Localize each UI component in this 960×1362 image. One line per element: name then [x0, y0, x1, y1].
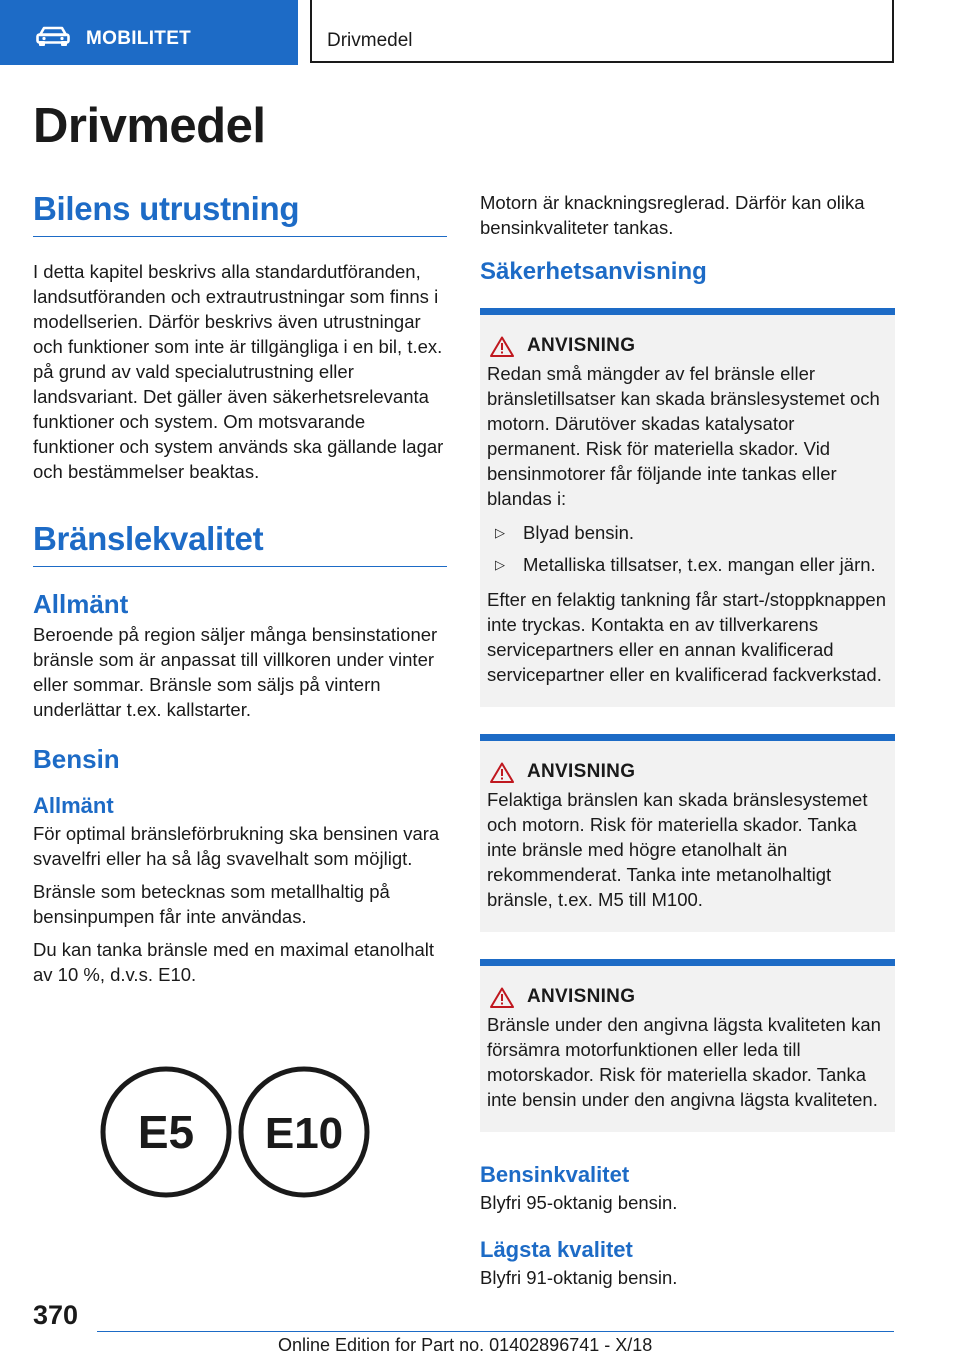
warning-icon	[490, 762, 514, 783]
edition-text: Online Edition for Part no. 01402896741 - X/18	[278, 1335, 653, 1355]
triangle-bullet-icon: ▷	[495, 557, 505, 572]
petrol-quality-text: Blyfri 95-oktanig bensin.	[480, 1192, 678, 1213]
list-item: ▷ Blyad bensin.	[487, 517, 888, 549]
notice-box-3	[480, 959, 895, 1132]
equipment-heading: Bilens utrustning	[33, 190, 447, 237]
notice-title: ANVISNING	[527, 761, 636, 782]
badge-e10: E10	[264, 1109, 344, 1158]
notice-box-1	[480, 308, 895, 707]
knock-text: Motorn är knackningsreglerad. Därför kan olika bensinkvaliteter tankas.	[480, 192, 865, 238]
petrol-heading: Bensin	[33, 744, 120, 774]
min-quality-heading: Lägsta kvalitet	[480, 1237, 633, 1262]
notice-title: ANVISNING	[527, 986, 636, 1007]
general-heading: Allmänt	[33, 589, 129, 619]
equipment-text: I detta kapitel beskrivs alla standardutföranden, landsutföranden och extrautrustningar som finns i modellserien. Därför beskrivs även utrustningar och funktioner som inte är tillgängliga i en bil, t.ex. på grund av vald specialutrustning eller landsvariant. Det gäller även säkerhetsrelevanta funktioner och system. Om motsvarande funktioner och system används ska gällande lagar och bestämmelser beaktas.	[33, 261, 444, 482]
petrol-quality-heading: Bensinkvalitet	[480, 1162, 630, 1187]
notice-1-followup: Efter en felaktig tankning får start-/stoppknappen inte tryckas. Kontakta en av tillverkarens servicepartners eller en annan kvalificerad servicepartner eller en kvalificerad fackverkstad.	[487, 589, 887, 685]
footer-divider	[97, 1331, 894, 1332]
breadcrumb	[310, 0, 894, 63]
notice-title: ANVISNING	[527, 335, 636, 356]
warning-icon	[490, 336, 514, 357]
notice-2-text: Felaktiga bränslen kan skada bränslesystemet och motorn. Risk för materiella skador. Tanka inte bränsle med högre etanolhalt än rekommenderat. Tanka inte metanolhaltigt bränsle, t.ex. M5 till M100.	[487, 789, 868, 910]
general-text: Beroende på region säljer många bensinstationer bränsle som är anpassat till villkoren under vinter eller sommar. Bränsle som säljs på vintern underlättar t.ex. kallstarter.	[33, 624, 438, 720]
left-column	[33, 190, 447, 995]
section-label: MOBILITET	[86, 28, 192, 49]
petrol-paragraph-3: Du kan tanka bränsle med en maximal etanolhalt av 10 %, d.v.s. E10.	[33, 939, 435, 985]
page-title: Drivmedel	[33, 99, 266, 153]
notice-box-2	[480, 734, 895, 932]
notice-1-text: Redan små mängder av fel bränsle eller bränsletillsatser kan skada bränslesystemet och motorn. Därutöver skadas katalysator permanent. Risk för materiella skador. Vid bensinmotorer får följande inte tankas eller blandas i:	[487, 363, 880, 509]
fuel-label-badges	[100, 1066, 370, 1198]
fuel-quality-heading: Bränslekvalitet	[33, 520, 447, 567]
page-number: 370	[33, 1300, 79, 1330]
min-quality-text: Blyfri 91-oktanig bensin.	[480, 1267, 678, 1288]
right-column	[480, 190, 895, 1298]
badge-e5: E5	[137, 1106, 195, 1158]
warning-icon	[490, 987, 514, 1008]
list-item: ▷ Metalliska tillsatser, t.ex. mangan eller järn.	[487, 549, 888, 581]
car-icon	[36, 26, 70, 46]
section-tab[interactable]	[0, 0, 298, 65]
triangle-bullet-icon: ▷	[495, 525, 505, 540]
petrol-paragraph-1: För optimal bränsleförbrukning ska bensinen vara svavelfri eller ha så låg svavelhalt som möjligt.	[33, 823, 440, 869]
notice-1-list	[487, 517, 888, 581]
notice-3-text: Bränsle under den angivna lägsta kvaliteten kan försämra motorfunktionen eller leda till motorskador. Risk för materiella skador. Tanka inte bensin under den angivna lägsta kvaliteten.	[487, 1014, 881, 1110]
breadcrumb-label: Drivmedel	[327, 30, 413, 51]
safety-heading: Säkerhetsanvisning	[480, 258, 707, 285]
petrol-general-heading: Allmänt	[33, 793, 114, 818]
petrol-paragraph-2: Bränsle som betecknas som metallhaltig på bensinpumpen får inte användas.	[33, 881, 390, 927]
